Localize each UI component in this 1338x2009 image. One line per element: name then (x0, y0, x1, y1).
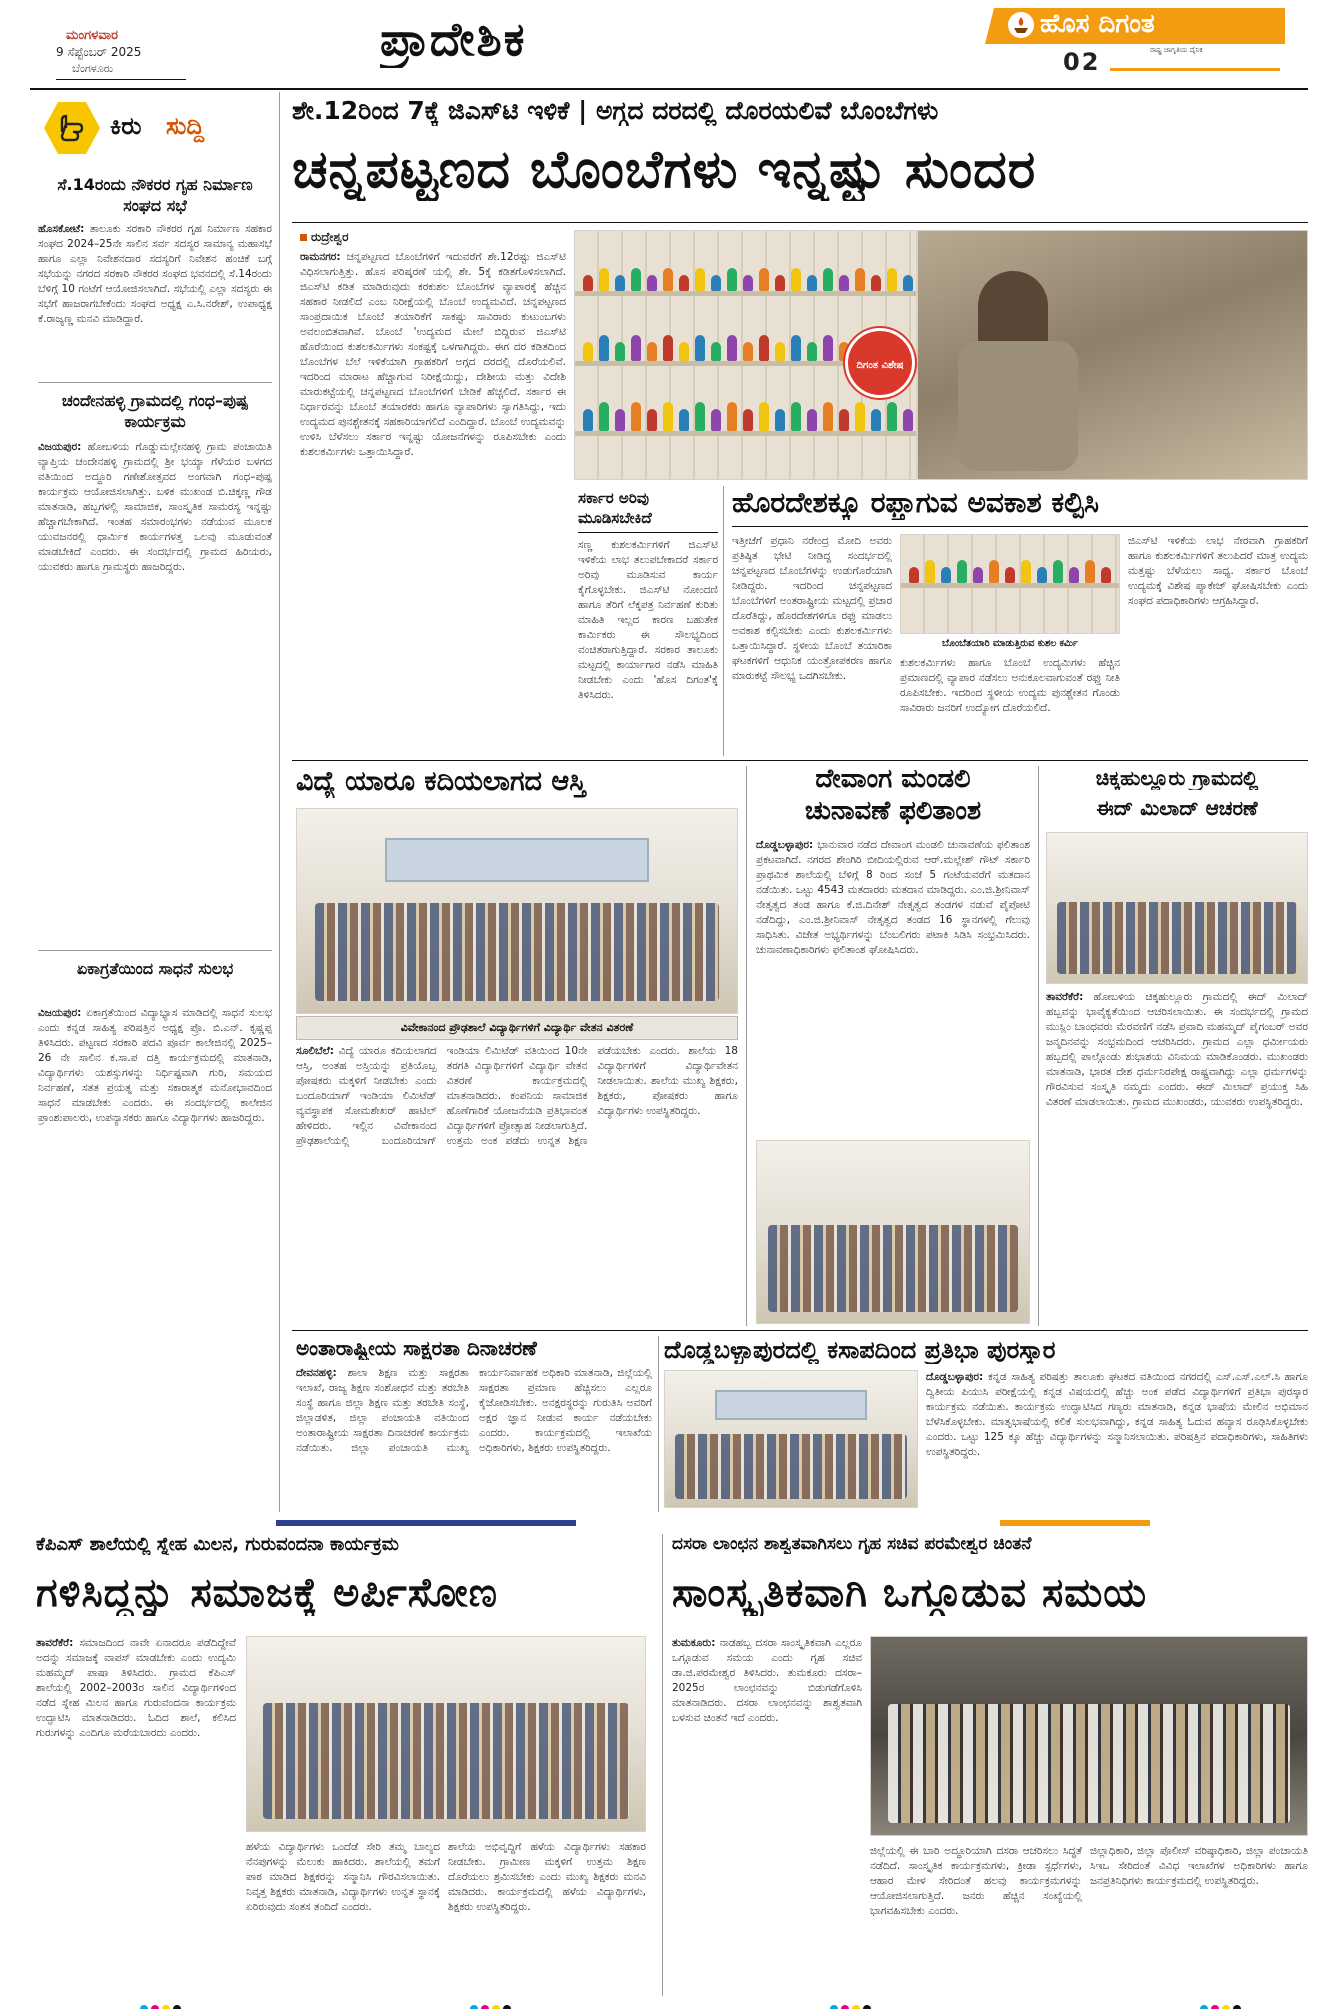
dasara-place: ತುಮಕೂರು: (672, 1637, 716, 1649)
kirusuddi-divider (38, 382, 272, 383)
hand-icon (44, 102, 100, 154)
wooden-toy (903, 275, 913, 291)
cyan-dot (830, 2005, 838, 2009)
logo-underline (1110, 68, 1280, 71)
yellow-dot (162, 2005, 170, 2009)
dasara-body-col-2: ಜಿಲ್ಲೆಯಲ್ಲಿ ಈ ಬಾರಿ ಅದ್ಧೂರಿಯಾಗಿ ದಸರಾ ಆಚರಿಸಲು ಸಿದ್ಧತೆ ನಡೆದಿದೆ. ಸಾಂಸ್ಕೃತಿಕ ಕಾರ್ಯಕ್ರಮಗಳು, ಕ್ರೀಡಾ ಸ್ಪರ್ಧೆಗಳು, ಆಹಾರ ಮೇಳ ಸೇರಿದಂತೆ ಹಲವು ಕಾರ್ಯಕ್ರಮಗಳನ್ನು ಆಯೋಜಿಸಲಾಗುತ್ತಿದೆ. ಜನರು ಹೆಚ್ಚಿನ ಸಂಖ್ಯೆಯಲ್ಲಿ ಭಾಗವಹಿಸಬೇಕು ಎಂದರು. (870, 1845, 1082, 1917)
cyan-dot (140, 2005, 148, 2009)
kps-headline: ಗಳಿಸಿದ್ದನ್ನು ಸಮಾಜಕ್ಕೆ ಅರ್ಪಿಸೋಣ (36, 1570, 499, 1616)
issue-city: ಬೆಂಗಳೂರು (72, 62, 114, 75)
kps-body-col-1 (36, 1636, 236, 1996)
wooden-toy (1037, 567, 1047, 583)
wooden-toy (807, 342, 817, 361)
scholarship-photo (296, 808, 738, 1014)
magenta-dot (841, 2005, 849, 2009)
literacy-text: ಶಾಲಾ ಶಿಕ್ಷಣ ಮತ್ತು ಸಾಕ್ಷರತಾ ಇಲಾಖೆ, ರಾಜ್ಯ ಶಿಕ್ಷಣ ಸಂಶೋಧನೆ ಮತ್ತು ತರಬೇತಿ ಸಂಸ್ಥೆ ಹಾಗೂ ಜಿಲ್ಲಾ ಶಿಕ್ಷಣ ಮತ್ತು ತರಬೇತಿ ಸಂಸ್ಥೆ, ಜಿಲ್ಲಾಡಳಿತ, ಜಿಲ್ಲಾ ಪಂಚಾಯತಿ ವತಿಯಿಂದ ಅಂತಾರಾಷ್ಟ್ರೀಯ ಸಾಕ್ಷರತಾ ದಿನಾಚರಣೆ ಕಾರ್ಯಕ್ರಮ ನಡೆಯಿತು. ಜಿಲ್ಲಾ ಪಂಚಾಯತಿ ಮುಖ್ಯ ಕಾರ್ಯನಿರ್ವಾಹಕ ಅಧಿಕಾರಿ ಮಾತನಾಡಿ, ಜಿಲ್ಲೆಯಲ್ಲಿ ಸಾಕ್ಷರತಾ ಪ್ರಮಾಣ ಹೆಚ್ಚಿಸಲು ಎಲ್ಲರೂ ಕೈಜೋಡಿಸಬೇಕು. ಅನಕ್ಷರಸ್ಥರನ್ನು ಗುರುತಿಸಿ ಅವರಿಗೆ ಅಕ್ಷರ ಜ್ಞಾನ ನೀಡುವ ಕಾರ್ಯ ನಡೆಯಬೇಕು ಎಂದರು. ಕಾರ್ಯಕ್ರಮದಲ್ಲಿ ಇಲಾಖೆಯ ಅಧಿಕಾರಿಗಳು, ಶಿಕ್ಷಕರು ಉಪಸ್ಥಿತರಿದ್ದರು. (296, 1367, 652, 1454)
wooden-toy (599, 268, 609, 291)
wooden-toy (1101, 567, 1111, 583)
eid-headline-line-1: ಚಿಕ್ಕಹುಲ್ಲೂರು ಗ್ರಾಮದಲ್ಲಿ (1095, 766, 1259, 790)
wooden-toy (855, 268, 865, 291)
wooden-toy (807, 409, 817, 431)
wooden-toy (663, 335, 673, 361)
wooden-toy (759, 335, 769, 361)
wooden-toy (631, 402, 641, 431)
kirusuddi-column (30, 92, 280, 1512)
artisan-small-photo (900, 534, 1120, 634)
wooden-toy (941, 567, 951, 583)
kirusuddi-label-b: ಸುದ್ದಿ (166, 112, 205, 140)
wooden-toy (791, 335, 801, 361)
section-band-right (1000, 1520, 1150, 1526)
wooden-toy (615, 275, 625, 291)
kirusuddi-item-3-head: ಏಕಾಗ್ರತೆಯಿಂದ ಸಾಧನೆ ಸುಲಭ (76, 959, 234, 978)
masthead-bottom-rule (30, 88, 1308, 90)
kasapa-headline: ದೊಡ್ಡಬಳ್ಳಾಪುರದಲ್ಲಿ ಕಸಾಪದಿಂದ ಪ್ರತಿಭಾ ಪುರಸ್ಕಾರ (664, 1336, 1056, 1364)
export-body-col-3: ಜಿಎಸ್‌ಟಿ ಇಳಿಕೆಯ ಲಾಭ ನೇರವಾಗಿ ಗ್ರಾಹಕರಿಗೆ ಹಾಗೂ ಕುಶಲಕರ್ಮಿಗಳಿಗೆ ತಲುಪಿದರೆ ಮಾತ್ರ ಉದ್ಯಮ ಮತ್ತಷ್ಟು ಬೆಳೆಯಲು ಸಾಧ್ಯ. ಸರ್ಕಾರ ಬೊಂಬೆ ಉದ್ಯಮಕ್ಕೆ ವಿಶೇಷ ಪ್ಯಾಕೇಜ್ ಘೋಷಿಸಬೇಕು ಎಂದು ಸಂಘದ ಪದಾಧಿಕಾರಿಗಳು ಆಗ್ರಹಿಸಿದ್ದಾರೆ. (1128, 535, 1308, 607)
lead-sidebar (574, 486, 724, 756)
print-registration-marks-1 (140, 1998, 184, 2006)
story-vidye-place: ಸೂಲಿಬೆಲೆ: (296, 1045, 334, 1057)
lead-text: ಚನ್ನಪಟ್ಟಣದ ಬೊಂಬೆಗಳಿಗೆ ಇದುವರೆಗೆ ಶೇ.12ರಷ್ಟು ಜಿಎಸ್‌ಟಿ ವಿಧಿಸಲಾಗುತ್ತಿತ್ತು. ಹೊಸ ಪರಿಷ್ಕರಣೆ ಯಲ್ಲಿ ಶೇ. 5ಕ್ಕೆ ಕಡಿತಗೊಳಿಸಲಾಗಿದೆ. ಜಿಎಸ್‌ಟಿ ಕಡಿತ ಮಾಡಿರುವುದು ಕರಕುಶಲ ಬೊಂಬೆಗಳ ವ್ಯಾಪಾರಕ್ಕೆ ಹೆಚ್ಚಿನ ಸಹಕಾರ ನೀಡಲಿದೆ ಎಂಬ ನಿರೀಕ್ಷೆಯಲ್ಲಿ ಬೊಂಬೆ ಉದ್ಯಮವಿದೆ. ಚನ್ನಪಟ್ಟಣದ ಸಾಂಪ್ರದಾಯಿಕ ಬೊಂಬೆ ತಯಾರಿಕೆಗೆ ಸಾಕಷ್ಟು ಸಾವಿರಾರು ಕುಟುಂಬಗಳು ಅವಲಂಬಿತವಾಗಿವೆ. ಬೊಂಬೆ 'ಉದ್ಯಮದ ಮೇಲೆ ಬಿದ್ದಿರುವ ಜಿಎಸ್‌ಟಿ ಹೊರೆಯಿಂದ ಕುಶಲಕರ್ಮಿಗಳು ಸಂಕಷ್ಟಕ್ಕೆ ಒಳಗಾಗಿದ್ದರು. ಈಗ ದರ ಕಡಿತದಿಂದ ಬೊಂಬೆಗಳ ಬೆಲೆ ಇಳಿಕೆಯಾಗಿ ಗ್ರಾಹಕರಿಗೆ ಅಗ್ಗದ ದರದಲ್ಲಿ ದೊರೆಯಲಿವೆ. ಇದರಿಂದ ಮಾರಾಟ ಹೆಚ್ಚಾಗುವ ನಿರೀಕ್ಷೆಯಿದ್ದು, ದೇಶೀಯ ಮತ್ತು ವಿದೇಶಿ ಮಾರುಕಟ್ಟೆಯಲ್ಲಿ ಚನ್ನಪಟ್ಟಣದ ಬೊಂಬೆಗಳಿಗೆ ಬೇಡಿಕೆ ಹೆಚ್ಚಲಿದೆ. ಸರ್ಕಾರ ಈ ನಿರ್ಧಾರವನ್ನು ಬೊಂಬೆ ತಯಾರಕರು ಹಾಗೂ ವ್ಯಾಪಾರಿಗಳು ಸ್ವಾಗತಿಸಿದ್ದು, ಇದು ಉದ್ಯಮದ ಪುನಶ್ಚೇತನಕ್ಕೆ ಸಹಕಾರಿಯಾಗಲಿದೆ ಎಂದಿದ್ದಾರೆ. ಬೊಂಬೆ ಉದ್ಯಮವನ್ನು ಉಳಿಸಿ ಬೆಳೆಸಲು ಸರ್ಕಾರ ಇನ್ನಷ್ಟು ಯೋಜನೆಗಳನ್ನು ರೂಪಿಸಬೇಕು ಎಂದು ಕುಶಲಕರ್ಮಿಗಳು ಒತ್ತಾಯಿಸಿದ್ದಾರೆ. (300, 251, 566, 458)
wooden-toy (887, 402, 897, 431)
black-dot (503, 2005, 511, 2009)
wooden-toy (695, 402, 705, 431)
wooden-toy (695, 335, 705, 361)
wooden-toy (583, 409, 593, 431)
lead-headline-rule (292, 222, 1308, 223)
wooden-toy (823, 402, 833, 431)
kirusuddi-item-2-text: ಹೋಬಳಿಯ ಗೊಡ್ಡುಮಲ್ಲೇನಹಳ್ಳಿ ಗ್ರಾಮ ಪಂಚಾಯಿತಿ ವ್ಯಾಪ್ತಿಯ ಚಂದೇನಹಳ್ಳಿ ಗ್ರಾಮದಲ್ಲಿ ಶ್ರೀ ಭಯ್ಯಾ ಗೆಳೆಯರ ಬಳಗದ ವತಿಯಿಂದ ಅದ್ಧೂರಿ ಗಣೇಶೋತ್ಸವದ ಅಂಗವಾಗಿ ಗಂಧ–ಪುಷ್ಪ ಕಾರ್ಯಕ್ರಮ ಆಯೋಜಿಸಲಾಗಿತ್ತು. ಬಳಿಕ ಮುಖಂಡ ಬಿ.ಚಿಕ್ಕಣ್ಣ ಗೌಡ ಮಾತನಾಡಿ, ಹಬ್ಬಗಳಲ್ಲಿ ಸಾಮಾಜಿಕ, ಸಾಂಸ್ಕೃತಿಕ ಸಾಮರಸ್ಯ ಇನ್ನಷ್ಟು ಹೆಚ್ಚಾಗಬೇಕಾಗಿದೆ. ಇಂತಹ ಸಮಾರಂಭಗಳು ನಡೆಯುವ ಮೂಲಕ ಯುವಜನರಲ್ಲಿ ಧಾರ್ಮಿಕ ಕಾರ್ಯಗಳತ್ತ ಒಲವು ಮೂಡುವಂತೆ ಮಾಡಬೇಕಿದೆ ಎಂದರು. ಈ ಸಂದರ್ಭದಲ್ಲಿ ಗ್ರಾಮದ ಹಿರಿಯರು, ಯುವಕರು ಹಾಗೂ ಗ್ರಾಮಸ್ಥರು ಹಾಜರಿದ್ದರು. (38, 441, 272, 573)
export-headline: ಹೊರದೇಶಕ್ಕೂ ರಫ್ತಾಗುವ ಅವಕಾಶ ಕಲ್ಪಿಸಿ (732, 486, 1099, 519)
literacy-headline: ಅಂತಾರಾಷ್ಟ್ರೀಯ ಸಾಕ್ಷರತಾ ದಿನಾಚರಣೆ (296, 1336, 537, 1360)
wooden-toy (989, 560, 999, 583)
eid-text: ಹೋಬಳಿಯ ಚಿಕ್ಕಹುಲ್ಲೂರು ಗ್ರಾಮದಲ್ಲಿ ಈದ್ ಮಿಲಾದ್ ಹಬ್ಬವನ್ನು ಭಾವೈಕ್ಯತೆಯಿಂದ ಆಚರಿಸಲಾಯಿತು. ಈ ಸಂದರ್ಭದಲ್ಲಿ ಗ್ರಾಮದ ಮುಸ್ಲಿಂ ಬಾಂಧವರು ಮೆರವಣಿಗೆ ನಡೆಸಿ ಪ್ರವಾದಿ ಮಹಮ್ಮದ್ ಪೈಗಂಬರ್ ಅವರ ಜನ್ಮದಿನವನ್ನು ಸಂಭ್ರಮದಿಂದ ಆಚರಿಸಿದರು. ಗ್ರಾಮದ ಎಲ್ಲಾ ಧರ್ಮೀಯರು ಹಬ್ಬದಲ್ಲಿ ಪಾಲ್ಗೊಂಡು ಶುಭಾಶಯ ವಿನಿಮಯ ಮಾಡಿಕೊಂಡರು. ಮುಖಂಡರು ಮಾತನಾಡಿ, ಭಾರತ ದೇಶ ಧರ್ಮನಿರಪೇಕ್ಷ ರಾಷ್ಟ್ರವಾಗಿದ್ದು ಎಲ್ಲಾ ಧರ್ಮಗಳನ್ನು ಗೌರವಿಸುವ ಸಂಸ್ಕೃತಿ ನಮ್ಮದು ಎಂದರು. ಈದ್ ಮಿಲಾದ್ ಪ್ರಯುಕ್ತ ಸಿಹಿ ವಿತರಣೆ ಮಾಡಲಾಯಿತು. ಗ್ರಾಮದ ಮುಖಂಡರು, ಯುವಕರು ಉಪಸ್ಥಿತರಿದ್ದರು. (1046, 991, 1308, 1108)
wooden-toy (1053, 560, 1063, 583)
wooden-toy (775, 409, 785, 431)
literacy-body (296, 1366, 652, 1512)
magenta-dot (151, 2005, 159, 2009)
sidebar-head: ಸರ್ಕಾರ ಅರಿವು ಮೂಡಿಸಬೇಕಿದೆ (578, 489, 652, 527)
wooden-toy (599, 402, 609, 431)
wooden-toy (727, 402, 737, 431)
digantha-vishesha-seal: ದಿಗಂತ ವಿಶೇಷ (845, 328, 915, 398)
wooden-toy (1085, 560, 1095, 583)
byline-name: ರುದ್ರೇಶ್ವರ (311, 230, 349, 244)
kirusuddi-item-2-body (38, 440, 272, 940)
kasapa-photo (664, 1370, 918, 1508)
wooden-toy (1069, 567, 1079, 583)
kirusuddi-item-3-body (38, 1006, 272, 1506)
lead-kicker: ಶೇ.12ರಿಂದ 7ಕ್ಕೆ ಜಿಎಸ್‌ಟಿ ಇಳಿಕೆ | ಅಗ್ಗದ ದರದಲ್ಲಿ ದೊರಯಲಿವೆ ಬೊಂಬೆಗಳು (292, 96, 939, 125)
wooden-toy (727, 268, 737, 291)
kirusuddi-item-2-head: ಚಂದೇನಹಳ್ಳಿ ಗ್ರಾಮದಲ್ಲಿ ಗಂಧ–ಪುಷ್ಪ ಕಾರ್ಯಕ್ರಮ (61, 391, 249, 431)
dasara-headline: ಸಾಂಸ್ಕೃತಿಕವಾಗಿ ಒಗ್ಗೂಡುವ ಸಮಯ (672, 1570, 1148, 1616)
black-dot (863, 2005, 871, 2009)
devanga-photo (756, 1140, 1030, 1324)
row3-top-rule (292, 1330, 1308, 1331)
kirusuddi-item-3-text: ಏಕಾಗ್ರತೆಯಿಂದ ವಿದ್ಯಾಭ್ಯಾಸ ಮಾಡಿದಲ್ಲಿ ಸಾಧನೆ ಸುಲಭ ಎಂದು ಕನ್ನಡ ಸಾಹಿತ್ಯ ಪರಿಷತ್ತಿನ ಅಧ್ಯಕ್ಷ ಪ್ರೊ. ಬಿ.ಎನ್. ಕೃಷ್ಣಪ್ಪ ತಿಳಿಸಿದರು. ಪಟ್ಟಣದ ಸರಕಾರಿ ಪದವಿ ಪೂರ್ವ ಕಾಲೇಜಿನಲ್ಲಿ 2025–26 ನೇ ಸಾಲಿನ ಕ.ಸಾ.ಪ ದತ್ತಿ ಕಾರ್ಯಕ್ರಮದಲ್ಲಿ ಮಾತನಾಡಿ, ವಿದ್ಯಾರ್ಥಿಗಳು ಯಶಸ್ಸುಗಳನ್ನು ನಿರ್ಧಿಷ್ಟವಾಗಿ ಗುರಿ, ಸಮಯದ ನಿರ್ವಹಣೆ, ಸತತ ಪ್ರಯತ್ನ ಮತ್ತು ಸಕಾರಾತ್ಮಕ ಮನೋಭಾವದಿಂದ ಸಾಧನೆ ಮಾಡಬೇಕು ಎಂದರು. ಈ ಸಂದರ್ಭದಲ್ಲಿ ಕಾಲೇಜಿನ ಪ್ರಾಂಶುಪಾಲರು, ಉಪನ್ಯಾಸಕರು ಹಾಗೂ ವಿದ್ಯಾರ್ಥಿಗಳು ಹಾಜರಿದ್ದರು. (38, 1007, 272, 1124)
black-dot (1233, 2005, 1241, 2009)
wooden-toy (631, 268, 641, 291)
dasara-body-col-3: ಜಿಲ್ಲಾಧಿಕಾರಿ, ಜಿಲ್ಲಾ ಪೊಲೀಸ್ ವರಿಷ್ಠಾಧಿಕಾರಿ, ಜಿಲ್ಲಾ ಪಂಚಾಯತಿ ಸಿಇಒ ಸೇರಿದಂತೆ ವಿವಿಧ ಇಲಾಖೆಗಳ ಅಧಿಕಾರಿಗಳು ಹಾಗೂ ಜನಪ್ರತಿನಿಧಿಗಳು ಕಾರ್ಯಕ್ರಮದಲ್ಲಿ ಉಪಸ್ಥಿತರಿದ್ದರು. (1090, 1845, 1308, 1887)
sidebar-rule (578, 532, 718, 533)
wooden-toy (957, 560, 967, 583)
wooden-toy (903, 409, 913, 431)
lead-byline (300, 230, 348, 245)
lead-place: ರಾಮನಗರ: (300, 251, 341, 263)
row2-divider-1 (746, 766, 747, 1326)
scholarship-caption: ವಿವೇಕಾನಂದ ಪ್ರೌಢಶಾಲೆ ವಿದ್ಯಾರ್ಥಿಗಳಿಗೆ ವಿದ್ಯಾರ್ಥಿ ವೇತನ ವಿತರಣೆ (296, 1016, 738, 1040)
wooden-toy (1021, 560, 1031, 583)
issue-date: 9 ಸೆಪ್ಟೆಂಬರ್ 2025 (56, 45, 142, 59)
wooden-toy (711, 342, 721, 361)
wooden-toy (647, 275, 657, 291)
wooden-toy (775, 342, 785, 361)
wooden-toy (871, 275, 881, 291)
artisan-photo (917, 230, 1308, 480)
issue-day: ಮಂಗಳವಾರ (66, 28, 119, 43)
lead-headline: ಚನ್ನಪಟ್ಟಣದ ಬೊಂಬೆಗಳು ಇನ್ನಷ್ಟು ಸುಂದರ (292, 140, 1037, 200)
wooden-toy (583, 342, 593, 361)
kirusuddi-item-1-text: ತಾಲೂಕು ಸರಕಾರಿ ನೌಕರರ ಗೃಹ ನಿರ್ಮಾಣ ಸಹಕಾರ ಸಂಘದ 2024–25ನೇ ಸಾಲಿನ ಸರ್ವ ಸದಸ್ಯರ ಸಾಮಾನ್ಯ ಮಹಾಸಭೆ ಹಾಗೂ ಎಲ್ಲಾ ನಿವೇಶನದಾರ ಸದಸ್ಯರಿಗೆ ನಿವೇಶನ ಹಂಚಿಕೆ ಬಗ್ಗೆ ಸಭೆಯನ್ನು ನಗರದ ಸರಕಾರಿ ನೌಕರರ ಸಂಘದ ಭವನದಲ್ಲಿ ಸೆ.14ರಂದು ಬೆಳಿಗ್ಗೆ 10 ಗಂಟೆಗೆ ಆಯೋಜಿಸಲಾಗಿದೆ. ಸಭೆಯಲ್ಲಿ ಎಲ್ಲಾ ಸದಸ್ಯರು ಈ ಸಭೆಗೆ ಹಾಜರಾಗಬೇಕೆಂದು ಸಂಘದ ಅಧ್ಯಕ್ಷ ಎ.ಸಿ.ನರೇಶ್, ಉಪಾಧ್ಯಕ್ಷ ಕೆ.ರಾಜ್ಯಣ್ಣ ಮನವಿ ಮಾಡಿದ್ದಾರೆ. (38, 223, 272, 325)
kps-place: ತಾವರೆಕೆರೆ: (36, 1637, 74, 1649)
masthead-rule (56, 79, 186, 80)
row2-divider-2 (1038, 766, 1039, 1326)
wooden-toy (631, 335, 641, 361)
black-dot (173, 2005, 181, 2009)
wooden-toy (791, 402, 801, 431)
kirusuddi-badge (40, 98, 260, 156)
kps-group-photo (246, 1636, 646, 1832)
wooden-toy (663, 268, 673, 291)
lamp-icon (1008, 12, 1034, 38)
kps-body-col-2: ಹಳೆಯ ವಿದ್ಯಾರ್ಥಿಗಳು ಒಂದೆಡೆ ಸೇರಿ ತಮ್ಮ ಬಾಲ್ಯದ ನೆನಪುಗಳನ್ನು ಮೆಲುಕು ಹಾಕಿದರು. ಶಾಲೆಯಲ್ಲಿ ತಮಗೆ ಪಾಠ ಮಾಡಿದ ಶಿಕ್ಷಕರನ್ನು ಸನ್ಮಾನಿಸಿ ಗೌರವಿಸಲಾಯಿತು. ನಿವೃತ್ತ ಶಿಕ್ಷಕರು ಮಾತನಾಡಿ, ವಿದ್ಯಾರ್ಥಿಗಳು ಉನ್ನತ ಸ್ಥಾನಕ್ಕೆ ಏರಿರುವುದು ಸಂತಸ ತಂದಿದೆ ಎಂದರು. (246, 1841, 440, 1913)
yellow-dot (852, 2005, 860, 2009)
wooden-toy (823, 335, 833, 361)
artisan-body (958, 341, 1078, 471)
paper-name: ಹೊಸ ದಿಗಂತ (1040, 9, 1155, 39)
dasara-body-col-1 (672, 1636, 862, 1996)
lead-body (300, 250, 566, 750)
kirusuddi-divider (38, 950, 272, 951)
kps-text-a: ಸಮಾಜದಿಂದ ನಾವೇ ಏನಾದರೂ ಪಡೆದಿದ್ದೇವೆ ಅದನ್ನು ಸಮಾಜಕ್ಕೆ ವಾಪಸ್ ಮಾಡಬೇಕು ಎಂದು ಉದ್ಯಮಿ ಮಹಮ್ಮದ್ ಪಾಷಾ ತಿಳಿಸಿದರು. ಗ್ರಾಮದ ಕೆಪಿಎಸ್ ಶಾಲೆಯಲ್ಲಿ 2002–2003ರ ಸಾಲಿನ ವಿದ್ಯಾರ್ಥಿಗಳಿಂದ ನಡೆದ ಸ್ನೇಹ ಮಿಲನ ಹಾಗೂ ಗುರುವಂದನಾ ಕಾರ್ಯಕ್ರಮ ಉದ್ಘಾಟಿಸಿ ಮಾತನಾಡಿದರು. ಓದಿದ ಶಾಲೆ, ಕಲಿಸಿದ ಗುರುಗಳನ್ನು ಎಂದಿಗೂ ಮರೆಯಬಾರದು ಎಂದರು. (36, 1637, 236, 1739)
wooden-toy (973, 567, 983, 583)
cyan-dot (1200, 2005, 1208, 2009)
kasapa-place: ದೊಡ್ಡಬಳ್ಳಾಪುರ: (926, 1371, 984, 1383)
eid-place: ತಾವರೆಕೆರೆ: (1046, 991, 1084, 1003)
kirusuddi-item-1-head: ಸೆ.14ರಂದು ನೌಕರರ ಗೃಹ ನಿರ್ಮಾಣ ಸಂಘದ ಸಭೆ (57, 175, 253, 215)
wooden-toy (663, 402, 673, 431)
row2-top-rule (292, 760, 1308, 761)
bottom-divider (662, 1534, 663, 1996)
artisan-figure (978, 271, 1048, 351)
wooden-toy (743, 275, 753, 291)
eid-headline-line-2: ಈದ್ ಮಿಲಾದ್ ಆಚರಣೆ (1096, 796, 1258, 820)
byline-marker (300, 234, 307, 241)
devanga-headline-line-2: ಚುನಾವಣೆ ಫಲಿತಾಂಶ (804, 796, 982, 826)
literacy-place: ದೇವನಹಳ್ಳಿ: (296, 1367, 337, 1379)
devanga-body (756, 838, 1030, 1138)
export-body-col-1: ಇತ್ತೀಚೆಗೆ ಪ್ರಧಾನಿ ನರೇಂದ್ರ ಮೋದಿ ಅವರು ಪ್ರತಿಷ್ಠಿತ ಭೇಟಿ ನೀಡಿದ್ದ ಸಂದರ್ಭದಲ್ಲಿ ಚನ್ನಪಟ್ಟಣದ ಬೊಂಬೆಗಳನ್ನು ಉಡುಗೊರೆಯಾಗಿ ನೀಡಿದ್ದರು. ಇದರಿಂದ ಚನ್ನಪಟ್ಟಣದ ಬೊಂಬೆಗಳಿಗೆ ಅಂತರಾಷ್ಟ್ರೀಯ ಮಟ್ಟದಲ್ಲಿ ಪ್ರಚಾರ ದೊರೆತಿದ್ದು, ಹೊರದೇಶಗಳಿಗೂ ರಫ್ತು ಮಾಡಲು ಅವಕಾಶ ಕಲ್ಪಿಸಬೇಕು ಎಂದು ಕುಶಲಕರ್ಮಿಗಳು ಒತ್ತಾಯಿಸಿದ್ದಾರೆ. ಸ್ಥಳೀಯ ಬೊಂಬೆ ತಯಾರಿಕಾ ಘಟಕಗಳಿಗೆ ಆಧುನಿಕ ಯಂತ್ರೋಪಕರಣ ಹಾಗೂ ಮಾರುಕಟ್ಟೆ ಸೌಲಭ್ಯ ಒದಗಿಸಬೇಕು. (732, 535, 892, 682)
story-vidye-headline: ವಿದ್ಯೆ ಯಾರೂ ಕದಿಯಲಾಗದ ಆಸ್ತಿ (296, 766, 586, 797)
wooden-toy (679, 342, 689, 361)
wooden-toy (743, 409, 753, 431)
kirusuddi-item-3-place: ವಿಜಯಪುರ: (38, 1007, 82, 1019)
wooden-toy (679, 275, 689, 291)
wooden-toy (807, 275, 817, 291)
wooden-toy (759, 402, 769, 431)
devanga-headline-line-1: ದೇವಾಂಗ ಮಂಡಲಿ (815, 764, 971, 794)
devanga-text: ಭಾನುವಾರ ನಡೆದ ದೇವಾಂಗ ಮಂಡಲಿ ಚುನಾವಣೆಯ ಫಲಿತಾಂಶ ಪ್ರಕಟವಾಗಿದೆ. ನಗರದ ಶೇಂಗಿರಿ ಬೀದಿಯಲ್ಲಿರುವ ಆರ್.ಮಲ್ಲೇಶ್ ಗೌಟ್ ಸರ್ಕಾರಿ ಪ್ರಾಥಮಿಕ ಶಾಲೆಯಲ್ಲಿ ಬೆಳಿಗ್ಗೆ 8 ರಿಂದ ಸಂಜೆ 5 ಗಂಟೆಯವರೆಗೆ ಮತದಾನ ನಡೆಯಿತು. ಒಟ್ಟು 4543 ಮತದಾರರು ಮತದಾನ ಮಾಡಿದ್ದರು. ಎಂ.ಜಿ.ಶ್ರೀನಿವಾಸ್ ನೇತೃತ್ವದ ತಂಡ ಹಾಗೂ ಕೆ.ಜಿ.ದಿನೇಶ್ ನೇತೃತ್ವದ ತಂಡಗಳ ನಡುವೆ ಪೈಪೋಟಿ ನಡೆದಿದ್ದು, ಎಂ.ಜಿ.ಶ್ರೀನಿವಾಸ್ ನೇತೃತ್ವದ ತಂಡದ 16 ಸ್ಥಾನಗಳಲ್ಲಿ ಗೆಲುವು ಸಾಧಿಸಿತು. ವಿಜೇತ ಅಭ್ಯರ್ಥಿಗಳನ್ನು ಬೆಂಬಲಿಗರು ಪಟಾಕಿ ಸಿಡಿಸಿ ಸಂಭ್ರಮಿಸಿದರು. ಚುನಾವಣಾಧಿಕಾರಿಗಳು ಫಲಿತಾಂಶ ಘೋಷಿಸಿದರು. (756, 839, 1030, 956)
dasara-kicker: ದಸರಾ ಲಾಂಛನ ಶಾಶ್ವತವಾಗಿಸಲು ಗೃಹ ಸಚಿವ ಪರಮೇಶ್ವರ ಚಿಂತನೆ (672, 1534, 1032, 1554)
wooden-toy (647, 342, 657, 361)
wooden-toy (583, 275, 593, 291)
wooden-toy (839, 275, 849, 291)
kasapa-body (926, 1370, 1308, 1512)
dasara-logo-release-photo (870, 1636, 1308, 1836)
wooden-toy (823, 268, 833, 291)
wooden-toy (887, 268, 897, 291)
wooden-toy (925, 560, 935, 583)
wooden-toy (727, 335, 737, 361)
devanga-place: ದೊಡ್ಡಬಳ್ಳಾಪುರ: (756, 839, 814, 851)
kps-kicker: ಕೆಪಿಎಸ್ ಶಾಲೆಯಲ್ಲಿ ಸ್ನೇಹ ಮಿಲನ, ಗುರುವಂದನಾ ಕಾರ್ಯಕ್ರಮ (36, 1534, 399, 1555)
wooden-toy (711, 275, 721, 291)
artisan-small-caption: ಬೊಂಬೆತಯಾರಿ ಮಾಡುತ್ತಿರುವ ಕುಶಲ ಕರ್ಮಿ (942, 638, 1078, 649)
row3-divider (658, 1336, 659, 1512)
paper-tagline: ರಾಷ್ಟ್ರ ಜಾಗೃತಿಯ ದೈನಿಕ (1150, 46, 1203, 54)
print-registration-marks-4 (1200, 1998, 1244, 2006)
print-registration-marks-2 (470, 1998, 514, 2006)
dasara-text-a: ನಾಡಹಬ್ಬ ದಸರಾ ಸಾಂಸ್ಕೃತಿಕವಾಗಿ ಎಲ್ಲರೂ ಒಗ್ಗೂಡುವ ಸಮಯ ಎಂದು ಗೃಹ ಸಚಿವ ಡಾ.ಜಿ.ಪರಮೇಶ್ವರ ತಿಳಿಸಿದರು. ತುಮಕೂರು ದಸರಾ–2025ರ ಲಾಂಛನವನ್ನು ಬಿಡುಗಡೆಗೊಳಿಸಿ ಮಾತನಾಡಿದರು. ದಸರಾ ಲಾಂಛನವನ್ನು ಶಾಶ್ವತವಾಗಿ ಬಳಸುವ ಚಿಂತನೆ ಇದೆ ಎಂದರು. (672, 1637, 862, 1724)
story-vidye-body (296, 1044, 738, 1324)
cyan-dot (470, 2005, 478, 2009)
wooden-toy (599, 335, 609, 361)
masthead (0, 0, 1338, 90)
wooden-toy (909, 567, 919, 583)
story-vidye-text: ವಿದ್ಯೆ ಯಾರೂ ಕದಿಯಲಾಗದ ಆಸ್ತಿ, ಅಂತಹ ಅಸ್ತಿಯನ್ನು ಪ್ರತಿಯೊಬ್ಬ ಪೋಷಕರು ಮಕ್ಕಳಿಗೆ ನೀಡಬೇಕು ಎಂದು ಬಂದೂರಿಯಾಗ್ ಇಂಡಿಯಾ ಲಿಮಿಟೆಡ್ ವ್ಯವಸ್ಥಾಪಕ ಸೋಮಶೇಖರ್ ಹಾಟಿಲ್ ಹೇಳಿದರು. ಇಲ್ಲಿನ ವಿವೇಕಾನಂದ ಪ್ರೌಢಶಾಲೆಯಲ್ಲಿ ಬಂದೂರಿಯಾಗ್ ಇಂಡಿಯಾ ಲಿಮಿಟೆಡ್ ವತಿಯಿಂದ 10ನೇ ತರಗತಿ ವಿದ್ಯಾರ್ಥಿಗಳಿಗೆ ವಿದ್ಯಾರ್ಥಿ ವೇತನ ವಿತರಣೆ ಕಾರ್ಯಕ್ರಮದಲ್ಲಿ ಮಾತನಾಡಿದರು. ಕಂಪನಿಯ ಸಾಮಾಜಿಕ ಹೊಣೆಗಾರಿಕೆ ಯೋಜನೆಯಡಿ ಪ್ರತಿಭಾವಂತ ವಿದ್ಯಾರ್ಥಿಗಳಿಗೆ ಪ್ರೋತ್ಸಾಹ ನೀಡಲಾಗುತ್ತಿದೆ. ಉತ್ತಮ ಅಂಕ ಪಡೆದು ಉನ್ನತ ಶಿಕ್ಷಣ ಪಡೆಯಬೇಕು ಎಂದರು. ಶಾಲೆಯ 18 ವಿದ್ಯಾರ್ಥಿಗಳಿಗೆ ವಿದ್ಯಾರ್ಥಿವೇತನ ನೀಡಲಾಯಿತು. ಶಾಲೆಯ ಮುಖ್ಯ ಶಿಕ್ಷಕರು, ಶಿಕ್ಷಕರು, ಪೋಷಕರು ಹಾಗೂ ವಿದ್ಯಾರ್ಥಿಗಳು ಉಪಸ್ಥಿತರಿದ್ದರು. (296, 1045, 738, 1147)
kps-body-col-3: ಶಾಲೆಯ ಅಭಿವೃದ್ಧಿಗೆ ಹಳೆಯ ವಿದ್ಯಾರ್ಥಿಗಳು ಸಹಕಾರ ನೀಡಬೇಕು. ಗ್ರಾಮೀಣ ಮಕ್ಕಳಿಗೆ ಉತ್ತಮ ಶಿಕ್ಷಣ ದೊರೆಯಲು ಶ್ರಮಿಸಬೇಕು ಎಂದು ಮುಖ್ಯ ಶಿಕ್ಷಕರು ಮನವಿ ಮಾಡಿದರು. ಕಾರ್ಯಕ್ರಮದಲ್ಲಿ ಹಳೆಯ ವಿದ್ಯಾರ್ಥಿಗಳು, ಶಿಕ್ಷಕರು ಉಪಸ್ಥಿತರಿದ್ದರು. (448, 1841, 646, 1913)
print-registration-marks-3 (830, 1998, 874, 2006)
magenta-dot (481, 2005, 489, 2009)
wooden-toy (647, 409, 657, 431)
eid-body (1046, 990, 1308, 1324)
yellow-dot (1222, 2005, 1230, 2009)
wooden-toy (791, 268, 801, 291)
wooden-toy (759, 268, 769, 291)
kasapa-text: ಕನ್ನಡ ಸಾಹಿತ್ಯ ಪರಿಷತ್ತು ತಾಲೂಕು ಘಟಕದ ವತಿಯಿಂದ ನಗರದಲ್ಲಿ ಎಸ್.ಎಸ್.ಎಲ್.ಸಿ ಹಾಗೂ ದ್ವಿತೀಯ ಪಿಯುಸಿ ಪರೀಕ್ಷೆಯಲ್ಲಿ ಕನ್ನಡ ವಿಷಯದಲ್ಲಿ ಹೆಚ್ಚು ಅಂಕ ಪಡೆದ ವಿದ್ಯಾರ್ಥಿಗಳಿಗೆ ಪ್ರತಿಭಾ ಪುರಸ್ಕಾರ ಕಾರ್ಯಕ್ರಮ ನಡೆಯಿತು. ಕಾರ್ಯಕ್ರಮ ಉದ್ಘಾಟಿಸಿದ ಗಣ್ಯರು ಮಾತನಾಡಿ, ಕನ್ನಡ ಭಾಷೆಯ ಮೇಲಿನ ಅಭಿಮಾನ ಬೆಳೆಸಿಕೊಳ್ಳಬೇಕು. ಮಾತೃಭಾಷೆಯಲ್ಲಿ ಕಲಿಕೆ ಸುಲಭವಾಗಿದ್ದು, ಕನ್ನಡ ಸಾಹಿತ್ಯ ಓದುವ ಹವ್ಯಾಸ ರೂಢಿಸಿಕೊಳ್ಳಬೇಕು ಎಂದರು. ಒಟ್ಟು 125 ಕ್ಕೂ ಹೆಚ್ಚು ವಿದ್ಯಾರ್ಥಿಗಳನ್ನು ಸನ್ಮಾನಿಸಲಾಯಿತು. ಪರಿಷತ್ತಿನ ಪದಾಧಿಕಾರಿಗಳು, ಸಾಹಿತಿಗಳು ಉಪಸ್ಥಿತರಿದ್ದರು. (926, 1371, 1308, 1458)
wooden-toy (743, 342, 753, 361)
wooden-toy (775, 275, 785, 291)
wooden-toy (695, 268, 705, 291)
kirusuddi-item-1-place: ಹೊಸಕೋಟೆ: (38, 223, 85, 235)
wooden-toy (711, 409, 721, 431)
wooden-toy (615, 342, 625, 361)
kirusuddi-item-2-place: ವಿಜಯಪುರ: (38, 441, 82, 453)
kirusuddi-item-1-body (38, 222, 272, 372)
section-title: ಪ್ರಾದೇಶಿಕ (380, 12, 527, 66)
wooden-toy (679, 409, 689, 431)
sidebar-body: ಸಣ್ಣ ಕುಶಲಕರ್ಮಿಗಳಿಗೆ ಜಿಎಸ್‌ಟಿ ಇಳಿಕೆಯ ಲಾಭ ತಲುಪಬೇಕಾದರೆ ಸರ್ಕಾರ ಅರಿವು ಮೂಡಿಸುವ ಕಾರ್ಯ ಕೈಗೊಳ್ಳಬೇಕು. ಜಿಎಸ್‌ಟಿ ನೋಂದಣಿ ಹಾಗೂ ತೆರಿಗೆ ಲೆಕ್ಕಪತ್ರ ನಿರ್ವಹಣೆ ಕುರಿತು ಮಾಹಿತಿ ಇಲ್ಲದ ಕಾರಣ ಬಹುತೇಕ ಕಾರ್ಮಿಕರು ಈ ಸೌಲಭ್ಯದಿಂದ ವಂಚಿತರಾಗುತ್ತಿದ್ದಾರೆ. ಸರಕಾರ ತಾಲೂಕು ಮಟ್ಟದಲ್ಲಿ ಕಾರ್ಯಾಗಾರ ನಡೆಸಿ ಮಾಹಿತಿ ನೀಡಬೇಕು ಎಂದು 'ಹೊಸ ದಿಗಂತ'ಕ್ಕೆ ತಿಳಿಸಿದರು. (578, 539, 718, 701)
wooden-toy (1005, 567, 1015, 583)
wooden-toy (839, 409, 849, 431)
wooden-toy (855, 402, 865, 431)
kirusuddi-label-a: ಕಿರು (110, 112, 142, 140)
yellow-dot (492, 2005, 500, 2009)
eid-photo (1046, 832, 1308, 984)
wooden-toy (615, 409, 625, 431)
wooden-toy (871, 409, 881, 431)
section-band-left (276, 1520, 576, 1526)
page-number: 02 (1063, 48, 1101, 76)
export-rule (732, 526, 1308, 527)
magenta-dot (1211, 2005, 1219, 2009)
export-body-col-2: ಕುಶಲಕರ್ಮಿಗಳು ಹಾಗೂ ಬೊಂಬೆ ಉದ್ಯಮಿಗಳು ಹೆಚ್ಚಿನ ಪ್ರಮಾಣದಲ್ಲಿ ವ್ಯಾಪಾರ ನಡೆಸಲು ಅನುಕೂಲವಾಗುವಂತೆ ರಫ್ತು ನೀತಿ ರೂಪಿಸಬೇಕು. ಇದರಿಂದ ಸ್ಥಳೀಯ ಉದ್ಯಮ ಪುನಶ್ಚೇತನ ಗೊಂಡು ಸಾವಿರಾರು ಜನರಿಗೆ ಉದ್ಯೋಗ ದೊರೆಯಲಿದೆ. (900, 657, 1120, 714)
